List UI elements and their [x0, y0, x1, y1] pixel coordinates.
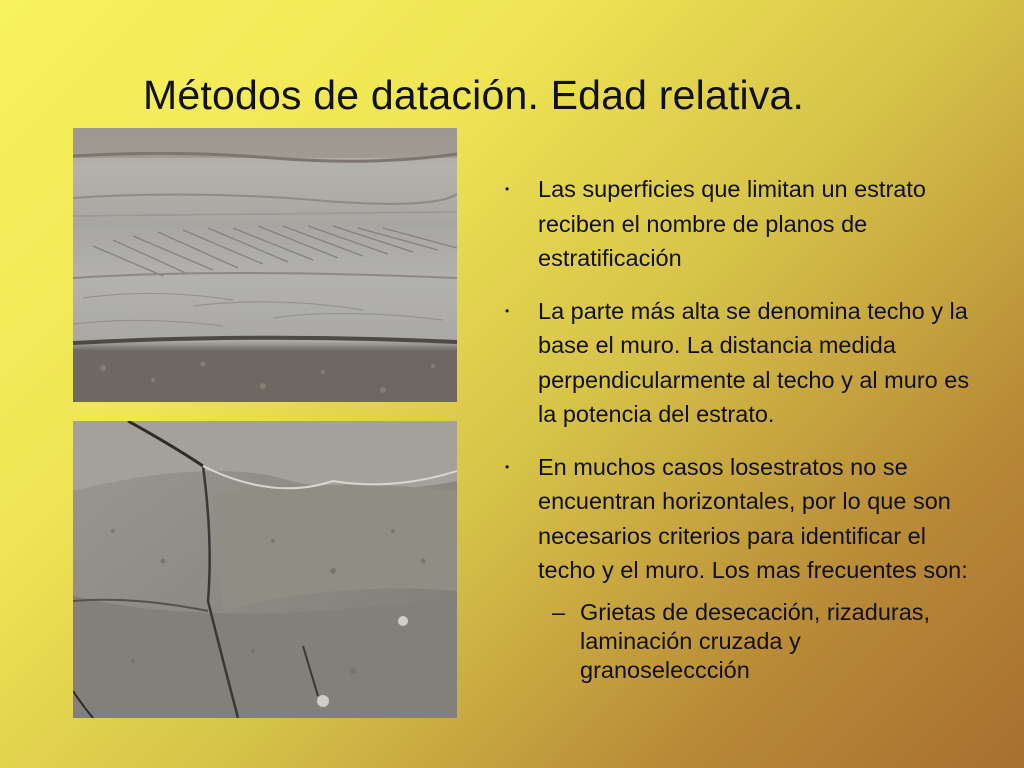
bullet-text: La parte más alta se denomina techo y la base el muro. La distancia medida perpendicularmente al techo y al muro es la potencia del estrato.	[538, 297, 970, 427]
sub-bullet-item	[500, 598, 970, 685]
bullet-text: Las superficies que limitan un estrato reciben el nombre de planos de estratificación	[538, 176, 926, 271]
bullet-marker: •	[505, 182, 510, 196]
rock-strata-image	[73, 128, 457, 402]
slide-title: Métodos de datación. Edad relativa.	[143, 72, 805, 118]
bullet-item	[500, 294, 970, 432]
conglomerate-rock-photo	[73, 421, 457, 718]
bullet-item	[500, 450, 970, 588]
stratified-rock-photo	[73, 128, 457, 402]
sub-bullet-text: Grietas de desecación, rizaduras, laminación cruzada y granoseleccción	[580, 598, 931, 683]
bullet-marker: •	[505, 459, 510, 474]
bullet-item	[500, 172, 970, 276]
bullet-list	[500, 172, 970, 685]
bullet-marker: •	[505, 303, 510, 318]
bullet-text: En muchos casos losestratos no se encuentran horizontales, por lo que son necesarios criterios para identificar el techo y el muro. Los mas frecuentes son:	[538, 453, 968, 583]
sub-bullet-marker: –	[552, 598, 566, 625]
rock-surface-image	[73, 421, 457, 718]
